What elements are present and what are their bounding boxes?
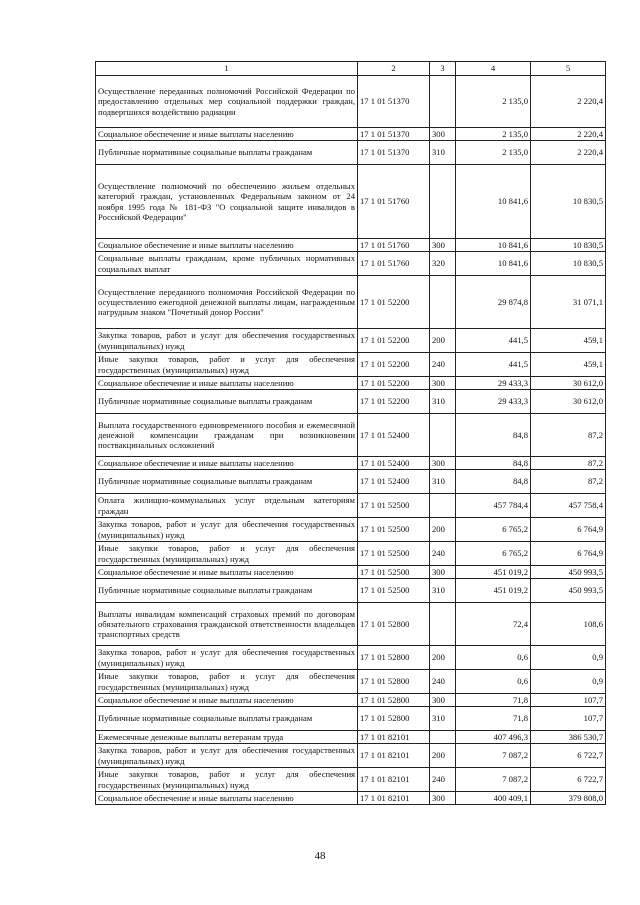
table-header: [96, 62, 606, 76]
row-name-cell: Иные закупки товаров, работ и услуг для обеспечения государственных (муниципальных) нужд: [96, 542, 358, 566]
row-type-cell: [430, 731, 456, 744]
page-number: 48: [314, 850, 326, 862]
header-row: [96, 62, 606, 76]
row-year1-cell: 2 135,0: [456, 76, 531, 128]
row-year2-cell: 30 612,0: [531, 390, 606, 414]
row-code-cell: 17 1 01 51760: [358, 252, 430, 276]
row-year2-cell: 107,7: [531, 694, 606, 707]
row-type-cell: 310: [430, 579, 456, 603]
table-row: [96, 239, 606, 252]
row-code-cell: 17 1 01 52200: [358, 276, 430, 329]
row-year1-cell: 2 135,0: [456, 128, 531, 141]
row-year1-cell: 29 874,8: [456, 276, 531, 329]
row-year1-cell: 71,8: [456, 707, 531, 731]
row-name-cell: Социальное обеспечение и иные выплаты населению: [96, 566, 358, 579]
row-type-cell: [430, 494, 456, 518]
row-type-cell: [430, 76, 456, 128]
row-code-cell: 17 1 01 82101: [358, 744, 430, 768]
row-year1-cell: 0,6: [456, 670, 531, 694]
row-year1-cell: 72,4: [456, 603, 531, 646]
row-code-cell: 17 1 01 52800: [358, 694, 430, 707]
row-code-cell: 17 1 01 52500: [358, 542, 430, 566]
row-type-cell: 240: [430, 353, 456, 377]
row-year1-cell: 29 433,3: [456, 377, 531, 390]
row-type-cell: [430, 414, 456, 457]
row-type-cell: 310: [430, 141, 456, 165]
row-year2-cell: 450 993,5: [531, 579, 606, 603]
row-year2-cell: 108,6: [531, 603, 606, 646]
row-code-cell: 17 1 01 82101: [358, 792, 430, 805]
row-code-cell: 17 1 01 51370: [358, 141, 430, 165]
table-row: [96, 603, 606, 646]
row-type-cell: 200: [430, 744, 456, 768]
row-code-cell: 17 1 01 52200: [358, 377, 430, 390]
row-code-cell: 17 1 01 52200: [358, 353, 430, 377]
row-code-cell: 17 1 01 82101: [358, 731, 430, 744]
table-row: [96, 792, 606, 805]
row-year1-cell: 457 784,4: [456, 494, 531, 518]
row-year1-cell: 10 841,6: [456, 165, 531, 239]
row-type-cell: 310: [430, 707, 456, 731]
row-name-cell: Социальные выплаты гражданам, кроме публичных нормативных социальных выплат: [96, 252, 358, 276]
table-row: [96, 670, 606, 694]
row-year2-cell: 31 071,1: [531, 276, 606, 329]
table-row: [96, 694, 606, 707]
row-year2-cell: 87,2: [531, 470, 606, 494]
row-year2-cell: 107,7: [531, 707, 606, 731]
row-name-cell: Ежемесячные денежные выплаты ветеранам труда: [96, 731, 358, 744]
row-year2-cell: 459,1: [531, 329, 606, 353]
row-year2-cell: 30 612,0: [531, 377, 606, 390]
row-code-cell: 17 1 01 51370: [358, 76, 430, 128]
table-row: [96, 141, 606, 165]
table-row: [96, 707, 606, 731]
row-year2-cell: 379 808,0: [531, 792, 606, 805]
row-name-cell: Закупка товаров, работ и услуг для обеспечения государственных (муниципальных) нужд: [96, 518, 358, 542]
header-col-type: 3: [430, 62, 456, 76]
row-name-cell: Публичные нормативные социальные выплаты гражданам: [96, 141, 358, 165]
row-code-cell: 17 1 01 52400: [358, 457, 430, 470]
row-year2-cell: 2 220,4: [531, 128, 606, 141]
row-type-cell: 320: [430, 252, 456, 276]
row-year1-cell: 29 433,3: [456, 390, 531, 414]
row-year2-cell: 6 722,7: [531, 744, 606, 768]
row-type-cell: 300: [430, 239, 456, 252]
row-year1-cell: 71,8: [456, 694, 531, 707]
row-name-cell: Закупка товаров, работ и услуг для обеспечения государственных (муниципальных) нужд: [96, 744, 358, 768]
row-year2-cell: 6 722,7: [531, 768, 606, 792]
table-row: [96, 768, 606, 792]
row-name-cell: Выплата государственного единовременного пособия и ежемесячной денежной компенсации гражданам при возникновении поствакцинальных осложнений: [96, 414, 358, 457]
row-code-cell: 17 1 01 52400: [358, 470, 430, 494]
row-type-cell: 300: [430, 792, 456, 805]
header-col-code: 2: [358, 62, 430, 76]
row-year2-cell: 10 830,5: [531, 165, 606, 239]
row-year2-cell: 10 830,5: [531, 239, 606, 252]
row-name-cell: Осуществление переданного полномочия Российской Федерации по осуществлению ежегодной денежной выплаты лицам, награжденным нагрудным знаком "Почетный донор России": [96, 276, 358, 329]
row-code-cell: 17 1 01 52800: [358, 646, 430, 670]
row-code-cell: 17 1 01 52800: [358, 670, 430, 694]
table-row: [96, 165, 606, 239]
row-year1-cell: 441,5: [456, 353, 531, 377]
row-name-cell: Социальное обеспечение и иные выплаты населению: [96, 457, 358, 470]
row-year1-cell: 10 841,6: [456, 252, 531, 276]
header-col-year1: 4: [456, 62, 531, 76]
table-row: [96, 744, 606, 768]
row-year1-cell: 7 087,2: [456, 768, 531, 792]
table-row: [96, 457, 606, 470]
row-year1-cell: 451 019,2: [456, 566, 531, 579]
row-year1-cell: 6 765,2: [456, 542, 531, 566]
table-row: [96, 128, 606, 141]
row-year1-cell: 84,8: [456, 457, 531, 470]
table-row: [96, 414, 606, 457]
row-type-cell: 200: [430, 329, 456, 353]
row-name-cell: Закупка товаров, работ и услуг для обеспечения государственных (муниципальных) нужд: [96, 646, 358, 670]
row-year1-cell: 407 496,3: [456, 731, 531, 744]
row-code-cell: 17 1 01 52800: [358, 603, 430, 646]
row-code-cell: 17 1 01 52200: [358, 329, 430, 353]
table-body: [96, 76, 606, 805]
row-year1-cell: 10 841,6: [456, 239, 531, 252]
row-year2-cell: 10 830,5: [531, 252, 606, 276]
row-name-cell: Иные закупки товаров, работ и услуг для обеспечения государственных (муниципальных) нужд: [96, 353, 358, 377]
row-type-cell: 310: [430, 470, 456, 494]
row-name-cell: Осуществление переданных полномочий Российской Федерации по предоставлению отдельных мер социальной поддержки граждан, подвергшихся воздействию радиации: [96, 76, 358, 128]
table-row: [96, 579, 606, 603]
row-name-cell: Социальное обеспечение и иные выплаты населению: [96, 694, 358, 707]
row-year2-cell: 87,2: [531, 457, 606, 470]
row-type-cell: 240: [430, 670, 456, 694]
table-row: [96, 470, 606, 494]
row-code-cell: 17 1 01 52500: [358, 494, 430, 518]
row-type-cell: 200: [430, 518, 456, 542]
table-row: [96, 731, 606, 744]
row-name-cell: Социальное обеспечение и иные выплаты населению: [96, 239, 358, 252]
row-type-cell: 240: [430, 768, 456, 792]
table-row: [96, 494, 606, 518]
row-type-cell: 300: [430, 457, 456, 470]
table-row: [96, 566, 606, 579]
row-type-cell: [430, 603, 456, 646]
row-name-cell: Публичные нормативные социальные выплаты гражданам: [96, 579, 358, 603]
row-type-cell: [430, 276, 456, 329]
table-row: [96, 518, 606, 542]
table-row: [96, 646, 606, 670]
row-year2-cell: 450 993,5: [531, 566, 606, 579]
row-code-cell: 17 1 01 82101: [358, 768, 430, 792]
row-year1-cell: 84,8: [456, 470, 531, 494]
row-year1-cell: 84,8: [456, 414, 531, 457]
row-code-cell: 17 1 01 51760: [358, 239, 430, 252]
table-row: [96, 252, 606, 276]
row-code-cell: 17 1 01 52500: [358, 579, 430, 603]
header-col-name: 1: [96, 62, 358, 76]
row-type-cell: 240: [430, 542, 456, 566]
row-code-cell: 17 1 01 52500: [358, 518, 430, 542]
row-type-cell: 300: [430, 377, 456, 390]
row-name-cell: Социальное обеспечение и иные выплаты населению: [96, 792, 358, 805]
row-name-cell: Публичные нормативные социальные выплаты гражданам: [96, 470, 358, 494]
row-name-cell: Социальное обеспечение и иные выплаты населению: [96, 377, 358, 390]
table-row: [96, 390, 606, 414]
row-code-cell: 17 1 01 52400: [358, 414, 430, 457]
row-year2-cell: 0,9: [531, 670, 606, 694]
row-name-cell: Иные закупки товаров, работ и услуг для обеспечения государственных (муниципальных) нужд: [96, 768, 358, 792]
row-name-cell: Публичные нормативные социальные выплаты гражданам: [96, 707, 358, 731]
row-code-cell: 17 1 01 52200: [358, 390, 430, 414]
header-col-year2: 5: [531, 62, 606, 76]
row-year2-cell: 459,1: [531, 353, 606, 377]
row-year2-cell: 6 764,9: [531, 542, 606, 566]
row-code-cell: 17 1 01 51760: [358, 165, 430, 239]
row-year2-cell: 0,9: [531, 646, 606, 670]
table-row: [96, 353, 606, 377]
row-type-cell: 300: [430, 694, 456, 707]
row-name-cell: Иные закупки товаров, работ и услуг для обеспечения государственных (муниципальных) нужд: [96, 670, 358, 694]
row-name-cell: Выплаты инвалидам компенсаций страховых премий по договорам обязательного страхования гражданской ответственности владельцев транспортных средств: [96, 603, 358, 646]
row-name-cell: Закупка товаров, работ и услуг для обеспечения государственных (муниципальных) нужд: [96, 329, 358, 353]
row-name-cell: Осуществление полномочий по обеспечению жильем отдельных категорий граждан, установленных Федеральным законом от 24 ноября 1995 года № 181-ФЗ "О социальной защите инвалидов в Российской Федерации": [96, 165, 358, 239]
row-year2-cell: 457 758,4: [531, 494, 606, 518]
table-row: [96, 377, 606, 390]
row-year2-cell: 2 220,4: [531, 141, 606, 165]
row-type-cell: 200: [430, 646, 456, 670]
row-year1-cell: 451 019,2: [456, 579, 531, 603]
budget-table: [95, 61, 606, 805]
row-type-cell: 310: [430, 390, 456, 414]
table-row: [96, 542, 606, 566]
row-name-cell: Публичные нормативные социальные выплаты гражданам: [96, 390, 358, 414]
row-type-cell: 300: [430, 128, 456, 141]
table-row: [96, 76, 606, 128]
row-name-cell: Оплата жилищно-коммунальных услуг отдельным категориям граждан: [96, 494, 358, 518]
table-row: [96, 276, 606, 329]
row-code-cell: 17 1 01 51370: [358, 128, 430, 141]
row-year1-cell: 6 765,2: [456, 518, 531, 542]
row-year1-cell: 400 409,1: [456, 792, 531, 805]
row-type-cell: 300: [430, 566, 456, 579]
row-year1-cell: 0,6: [456, 646, 531, 670]
row-year2-cell: 87,2: [531, 414, 606, 457]
row-code-cell: 17 1 01 52500: [358, 566, 430, 579]
row-code-cell: 17 1 01 52800: [358, 707, 430, 731]
row-year2-cell: 2 220,4: [531, 76, 606, 128]
row-year2-cell: 386 530,7: [531, 731, 606, 744]
row-year2-cell: 6 764,9: [531, 518, 606, 542]
row-name-cell: Социальное обеспечение и иные выплаты населению: [96, 128, 358, 141]
table-row: [96, 329, 606, 353]
row-type-cell: [430, 165, 456, 239]
row-year1-cell: 2 135,0: [456, 141, 531, 165]
row-year1-cell: 441,5: [456, 329, 531, 353]
row-year1-cell: 7 087,2: [456, 744, 531, 768]
